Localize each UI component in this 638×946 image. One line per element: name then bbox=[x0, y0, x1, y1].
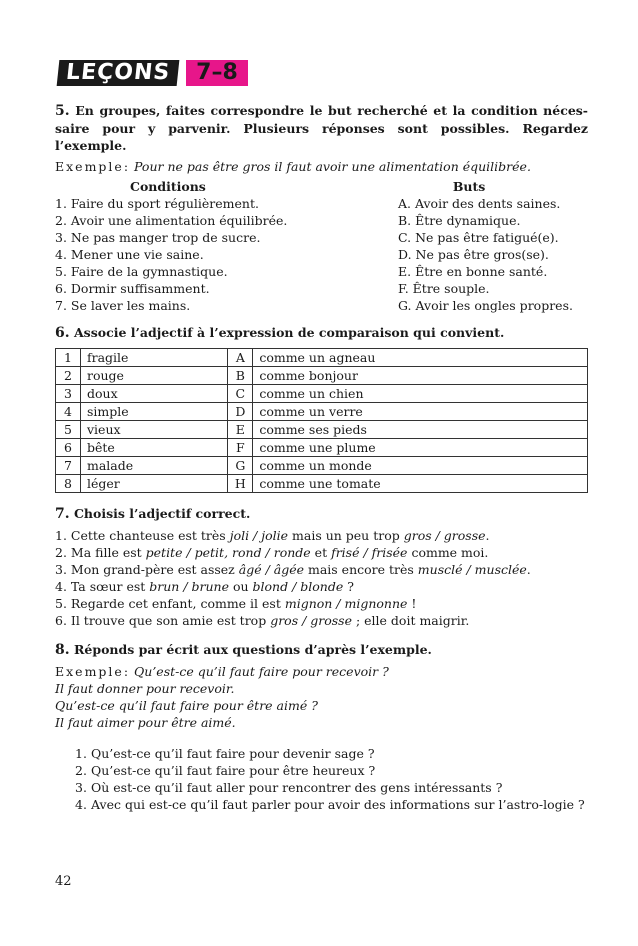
lesson-banner bbox=[58, 58, 248, 88]
but-item: C. Ne pas être fatigué(e). bbox=[398, 230, 559, 245]
choice-option: gros / grosse bbox=[403, 528, 486, 543]
sentence-text: comme moi. bbox=[407, 545, 489, 560]
exercise-instruction: Réponds par écrit aux questions d’après l’exemple. bbox=[73, 642, 432, 657]
table-row bbox=[56, 367, 588, 385]
but-item: F. Être souple. bbox=[398, 281, 490, 296]
exercise-6-title bbox=[55, 324, 588, 342]
expression-cell: comme un monde bbox=[253, 457, 588, 475]
row-number: 2 bbox=[56, 367, 81, 385]
sentence-text: . bbox=[485, 528, 490, 543]
sentence-text: 5. Regarde cet enfant, comme il est bbox=[55, 596, 285, 611]
row-letter: E bbox=[228, 421, 253, 439]
table-row bbox=[56, 385, 588, 403]
question-item bbox=[75, 745, 588, 762]
lesson-numbers: 7–8 bbox=[186, 60, 248, 86]
exercise-8-example bbox=[55, 663, 588, 680]
sentence-line bbox=[55, 544, 588, 561]
row-letter: F bbox=[228, 439, 253, 457]
sentence-text: 1. Cette chanteuse est très bbox=[55, 528, 230, 543]
row-letter: D bbox=[228, 403, 253, 421]
choice-option: brun / brune bbox=[149, 579, 229, 594]
choice-option: âgé / âgée bbox=[238, 562, 305, 577]
sentence-line bbox=[55, 527, 588, 544]
adjective-cell: rouge bbox=[81, 367, 228, 385]
table-row bbox=[56, 439, 588, 457]
question-text: Où est-ce qu’il faut aller pour rencontrer des gens intéressants ? bbox=[91, 780, 503, 795]
example-label: Exemple: bbox=[55, 664, 131, 679]
sentence-text: mais encore très bbox=[304, 562, 418, 577]
buts-heading: Buts bbox=[452, 179, 486, 194]
expression-cell: comme bonjour bbox=[253, 367, 588, 385]
table-row bbox=[56, 349, 588, 367]
condition-item: 4. Mener une vie saine. bbox=[55, 247, 204, 262]
example-text: Pour ne pas être gros il faut avoir une alimentation équilibrée. bbox=[134, 159, 531, 174]
question-text: Qu’est-ce qu’il faut faire pour devenir sage ? bbox=[91, 746, 375, 761]
conditions-heading: Conditions bbox=[130, 179, 206, 194]
condition-item: 1. Faire du sport régulièrement. bbox=[55, 196, 259, 211]
row-number: 5 bbox=[56, 421, 81, 439]
question-item bbox=[75, 779, 588, 796]
sentence-text: 4. Ta sœur est bbox=[55, 579, 150, 594]
example-question: Qu’est-ce qu’il faut faire pour recevoir ? bbox=[134, 664, 389, 679]
row-number: 7 bbox=[56, 457, 81, 475]
adjective-cell: léger bbox=[81, 475, 228, 493]
question-item bbox=[75, 762, 588, 779]
example-line: Qu’est-ce qu’il faut faire pour être aimé ? bbox=[55, 698, 318, 713]
sentence-text: ? bbox=[343, 579, 354, 594]
sentence-line bbox=[55, 595, 588, 612]
page-number: 42 bbox=[55, 874, 72, 889]
row-number: 4 bbox=[56, 403, 81, 421]
condition-item: 2. Avoir une alimentation équilibrée. bbox=[55, 213, 288, 228]
row-letter: C bbox=[228, 385, 253, 403]
sentence-text: et bbox=[310, 545, 332, 560]
exercise-5-title bbox=[55, 102, 588, 154]
page-content bbox=[55, 94, 588, 813]
sentence-text: ; elle doit maigrir. bbox=[352, 613, 470, 628]
condition-item: 6. Dormir suffisamment. bbox=[55, 281, 210, 296]
sentence-line bbox=[55, 578, 588, 595]
question-item bbox=[75, 796, 588, 813]
exercise-instruction: En groupes, faites correspondre le but recherché et la condition néces-saire pour y parvenir. Plusieurs réponses sont possibles. Regardez l’exemple. bbox=[55, 103, 588, 153]
table-row bbox=[56, 475, 588, 493]
example-line: Il faut aimer pour être aimé. bbox=[55, 715, 236, 730]
row-number: 3 bbox=[56, 385, 81, 403]
exercise-number: 8. bbox=[55, 642, 70, 658]
sentence-line bbox=[55, 612, 588, 629]
exercise-number: 5. bbox=[55, 103, 70, 119]
sentence-line bbox=[55, 561, 588, 578]
question-text: Avec qui est-ce qu’il faut parler pour avoir des informations sur l’astro-logie ? bbox=[91, 797, 585, 812]
exercise-instruction: Choisis l’adjectif correct. bbox=[73, 506, 251, 521]
adjective-cell: malade bbox=[81, 457, 228, 475]
expression-cell: comme un verre bbox=[253, 403, 588, 421]
adjective-cell: vieux bbox=[81, 421, 228, 439]
row-letter: A bbox=[228, 349, 253, 367]
table-row bbox=[56, 457, 588, 475]
condition-item: 5. Faire de la gymnastique. bbox=[55, 264, 228, 279]
conditions-buts-list bbox=[55, 195, 588, 314]
questions-list bbox=[55, 745, 588, 813]
expression-cell: comme un chien bbox=[253, 385, 588, 403]
question-number: 3. bbox=[75, 780, 87, 795]
expression-cell: comme une tomate bbox=[253, 475, 588, 493]
choice-option: blond / blonde bbox=[252, 579, 344, 594]
choice-option: petite / petit, rond / ronde bbox=[145, 545, 311, 560]
exercise-7-lines bbox=[55, 527, 588, 629]
sentence-text: 3. Mon grand-père est assez bbox=[55, 562, 239, 577]
question-number: 1. bbox=[75, 746, 87, 761]
adjective-cell: fragile bbox=[81, 349, 228, 367]
sentence-text: . bbox=[526, 562, 531, 577]
choice-option: joli / jolie bbox=[229, 528, 289, 543]
adjective-cell: doux bbox=[81, 385, 228, 403]
question-number: 4. bbox=[75, 797, 87, 812]
choice-option: musclé / musclée bbox=[417, 562, 527, 577]
but-item: E. Être en bonne santé. bbox=[398, 264, 548, 279]
expression-cell: comme ses pieds bbox=[253, 421, 588, 439]
table-row bbox=[56, 421, 588, 439]
exercise-5-example bbox=[55, 158, 588, 175]
lesson-tag: LEÇONS bbox=[57, 60, 180, 86]
but-item: B. Être dynamique. bbox=[398, 213, 521, 228]
expression-cell: comme une plume bbox=[253, 439, 588, 457]
question-number: 2. bbox=[75, 763, 87, 778]
conditions-list bbox=[55, 195, 385, 314]
choice-option: frisé / frisée bbox=[331, 545, 408, 560]
row-letter: B bbox=[228, 367, 253, 385]
but-item: A. Avoir des dents saines. bbox=[398, 196, 561, 211]
table-row bbox=[56, 403, 588, 421]
sentence-text: ou bbox=[229, 579, 253, 594]
example-label: Exemple: bbox=[55, 159, 131, 174]
association-table bbox=[55, 348, 588, 493]
sentence-text: 2. Ma fille est bbox=[55, 545, 146, 560]
expression-cell: comme un agneau bbox=[253, 349, 588, 367]
question-text: Qu’est-ce qu’il faut faire pour être heureux ? bbox=[91, 763, 376, 778]
row-letter: G bbox=[228, 457, 253, 475]
example-line: Il faut donner pour recevoir. bbox=[55, 681, 235, 696]
exercise-number: 6. bbox=[55, 325, 70, 341]
choice-option: mignon / mignonne bbox=[284, 596, 408, 611]
exercise-number: 7. bbox=[55, 506, 70, 522]
row-letter: H bbox=[228, 475, 253, 493]
columns-header bbox=[55, 178, 588, 195]
sentence-text: mais un peu trop bbox=[288, 528, 404, 543]
but-item: G. Avoir les ongles propres. bbox=[398, 298, 573, 313]
condition-item: 3. Ne pas manger trop de sucre. bbox=[55, 230, 261, 245]
sentence-text: ! bbox=[407, 596, 417, 611]
adjective-cell: bête bbox=[81, 439, 228, 457]
row-number: 8 bbox=[56, 475, 81, 493]
buts-list bbox=[398, 195, 588, 314]
exercise-instruction: Associe l’adjectif à l’expression de comparaison qui convient. bbox=[73, 325, 505, 340]
but-item: D. Ne pas être gros(se). bbox=[398, 247, 549, 262]
row-number: 1 bbox=[56, 349, 81, 367]
choice-option: gros / grosse bbox=[270, 613, 352, 628]
condition-item: 7. Se laver les mains. bbox=[55, 298, 191, 313]
adjective-cell: simple bbox=[81, 403, 228, 421]
exercise-7-title bbox=[55, 505, 588, 523]
sentence-text: 6. Il trouve que son amie est trop bbox=[55, 613, 271, 628]
exercise-8-title bbox=[55, 641, 588, 659]
row-number: 6 bbox=[56, 439, 81, 457]
